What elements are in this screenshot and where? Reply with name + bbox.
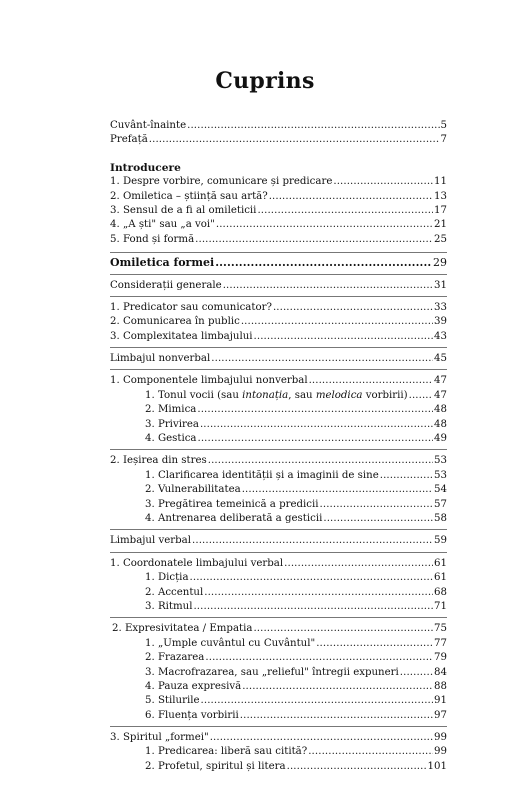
toc-entry-label: 2. Mimica: [145, 404, 197, 416]
toc-page-number: 77: [434, 637, 447, 649]
toc-entry: [110, 175, 447, 189]
toc-page-number: 101: [427, 760, 447, 772]
toc-entry-label: 3. Ritmul: [145, 600, 193, 612]
dot-leader: [190, 571, 434, 585]
toc-section: [110, 454, 447, 468]
toc-entry-label: Cuvânt-înainte: [110, 120, 187, 131]
toc-page-number: 17: [434, 204, 447, 216]
toc-page-number: 5: [440, 120, 447, 131]
toc-subentry: [110, 637, 447, 651]
toc-subentry: [110, 469, 447, 483]
dot-leader: [309, 374, 433, 388]
toc-entry: [110, 301, 447, 315]
toc-page-number: 43: [434, 330, 447, 342]
toc-entry-label: 1. Clarificarea identității și a imaginii de sine: [145, 469, 379, 481]
dot-leader: [193, 600, 433, 614]
toc-entry-label: Omiletica formei: [110, 256, 215, 270]
dot-leader: [198, 432, 434, 446]
toc-subentry: [110, 483, 447, 497]
toc-page-number: 11: [434, 176, 447, 188]
toc-entry-label: Considerații generale: [110, 279, 222, 291]
toc-entry-label: 2. Ieșirea din stres: [110, 455, 207, 467]
toc-entry-label: 4. Antrenarea deliberată a gesticii: [145, 512, 323, 524]
toc-page-number: 39: [434, 316, 447, 328]
toc-section: [110, 557, 447, 571]
dot-leader: [195, 233, 433, 247]
dot-leader: [242, 680, 433, 694]
toc-entry-label: 1. Componentele limbajului nonverbal: [110, 375, 308, 387]
dot-leader: [197, 403, 433, 417]
toc-entry-label: 5. Stilurile: [145, 695, 200, 707]
dot-leader: [201, 694, 434, 708]
toc-entry: [110, 204, 447, 218]
toc-subentry: [110, 432, 447, 446]
toc-section: [110, 622, 447, 636]
toc-page-number: 53: [434, 469, 447, 481]
dot-leader: [254, 330, 434, 344]
section-heading-introducere: Introducere: [110, 161, 181, 174]
toc-subentry: [110, 600, 447, 614]
toc-entry-label: 1. „Umple cuvântul cu Cuvântul": [145, 637, 316, 649]
toc-entry-label: 3. Complexitatea limbajului: [110, 330, 253, 342]
label-part: 1. Tonul vocii (sau: [145, 389, 243, 401]
toc-page-number: 57: [434, 498, 447, 510]
dot-leader: [149, 133, 440, 147]
dot-leader: [316, 637, 433, 651]
toc-entry-label: 2. Profetul, spiritul și litera: [145, 760, 286, 772]
dot-leader: [257, 204, 433, 218]
dot-leader: [320, 498, 434, 512]
toc-page-number: 45: [434, 353, 447, 365]
toc-entry: [110, 190, 447, 204]
toc-subentry: [110, 760, 447, 774]
toc-chapter-consideratii: [110, 279, 447, 293]
toc-entry: [110, 330, 447, 344]
toc-entry-label: 2. Comunicarea în public: [110, 316, 240, 328]
toc-subentry: [110, 512, 447, 526]
toc-entry-label: 3. Pregătirea temeinică a predicii: [145, 498, 319, 510]
toc-subentry: [110, 571, 447, 585]
toc-entry-label: 2. Expresivitatea / Empatia: [112, 623, 253, 635]
toc-page-number: 25: [434, 233, 447, 245]
toc-page-number: 91: [434, 695, 447, 707]
toc-page-number: 99: [434, 746, 447, 758]
toc-entry-label: 1. Predicarea: liberă sau citită?: [145, 746, 308, 758]
toc-page-number: 71: [434, 600, 447, 612]
toc-entry-label: 1. Predicator sau comunicator?: [110, 301, 272, 313]
toc-section: [110, 374, 447, 388]
toc-page-number: 47: [434, 375, 447, 387]
toc-entry: [110, 218, 447, 232]
toc-section: [110, 731, 447, 745]
toc-page-number: 68: [434, 586, 447, 598]
toc-page-number: 13: [434, 190, 447, 202]
toc-entry-label: Limbajul verbal: [110, 535, 192, 547]
toc-page-number: 31: [434, 279, 447, 291]
toc-page-number: 54: [434, 484, 447, 496]
toc-page-number: 53: [434, 455, 447, 467]
toc-entry-label: 1. Coordonatele limbajului verbal: [110, 557, 284, 569]
dot-leader: [269, 190, 433, 204]
toc-entry: [110, 233, 447, 247]
toc-entry-cuvant-inainte: [110, 119, 447, 133]
dot-leader: [241, 315, 433, 329]
toc-page-number: 59: [434, 535, 447, 547]
toc-entry-label: 2. Accentul: [145, 586, 204, 598]
label-italic: intonația: [242, 389, 289, 401]
dot-leader: [215, 256, 432, 270]
toc-entry-label: 6. Fluența vorbirii: [145, 709, 239, 721]
toc-entry-prefata: [110, 133, 447, 147]
toc-part-omiletica-formei: [110, 256, 447, 270]
toc-entry: [110, 315, 447, 329]
dot-leader: [380, 469, 433, 483]
table-of-contents: [110, 119, 447, 774]
toc-subentry: [110, 694, 447, 708]
toc-entry-label: 1. Dicția: [145, 572, 189, 584]
toc-subentry: [110, 586, 447, 600]
toc-entry-label: [145, 389, 408, 403]
toc-entry-label: 3. Sensul de a fi al omileticii: [110, 204, 257, 216]
toc-page-number: 88: [434, 680, 447, 692]
dot-leader: [400, 666, 433, 680]
toc-subentry: [110, 403, 447, 417]
toc-entry-label: Prefață: [110, 134, 148, 146]
dot-leader: [240, 709, 433, 723]
toc-entry-label: Limbajul nonverbal: [110, 353, 211, 365]
dot-leader: [287, 760, 427, 774]
toc-entry-label: 4. „A ști" sau „a voi": [110, 219, 215, 231]
dot-leader: [242, 483, 433, 497]
toc-entry-label: 3. Privirea: [145, 418, 199, 430]
dot-leader: [187, 119, 439, 133]
dot-leader: [211, 352, 433, 366]
toc-subentry: [110, 651, 447, 665]
toc-page-number: 33: [434, 301, 447, 313]
dot-leader: [208, 454, 433, 468]
toc-entry-label: 3. Macrofrazarea, sau „relieful" întregii expuneri: [145, 666, 399, 678]
toc-entry-label: 2. Vulnerabilitatea: [145, 484, 241, 496]
toc-page-number: 75: [434, 623, 447, 635]
dot-leader: [308, 745, 433, 759]
toc-entry-label: 2. Omiletica – știință sau artă?: [110, 190, 268, 202]
toc-entry-label: 4. Gestica: [145, 433, 197, 445]
dot-leader: [223, 279, 433, 293]
toc-subentry: [110, 498, 447, 512]
toc-entry-label: 1. Despre vorbire, comunicare și predicare: [110, 176, 333, 188]
toc-page-number: 58: [434, 512, 447, 524]
toc-page-number: 48: [434, 418, 447, 430]
toc-page-number: 7: [440, 134, 447, 146]
label-part: , sau: [288, 389, 316, 401]
toc-subentry: [110, 709, 447, 723]
toc-subentry: [110, 389, 447, 403]
toc-page-number: 61: [434, 572, 447, 584]
toc-entry-label: 4. Pauza expresivă: [145, 680, 242, 692]
toc-chapter-nonverbal: [110, 352, 447, 366]
toc-page-number: 84: [434, 666, 447, 678]
page-title: Cuprins: [215, 68, 315, 94]
dot-leader: [210, 731, 433, 745]
label-part: vorbirii): [362, 389, 408, 401]
toc-page-number: 48: [434, 404, 447, 416]
toc-subentry: [110, 680, 447, 694]
toc-entry-label: 2. Frazarea: [145, 652, 205, 664]
dot-leader: [205, 651, 433, 665]
toc-page-number: 47: [434, 389, 447, 401]
toc-entry-label: 3. Spiritul „formei": [110, 732, 209, 744]
toc-page-number: 21: [434, 219, 447, 231]
toc-page-number: 61: [434, 557, 447, 569]
dot-leader: [216, 218, 433, 232]
dot-leader: [192, 534, 433, 548]
toc-page-number: 29: [433, 256, 447, 270]
toc-page-number: 99: [434, 732, 447, 744]
toc-chapter-verbal: [110, 534, 447, 548]
dot-leader: [333, 175, 433, 189]
toc-subentry: [110, 745, 447, 759]
dot-leader: [204, 586, 433, 600]
dot-leader: [409, 389, 433, 403]
label-italic: melodica: [315, 389, 363, 401]
toc-page-number: 49: [434, 433, 447, 445]
dot-leader: [253, 622, 433, 636]
dot-leader: [273, 301, 433, 315]
dot-leader: [284, 557, 433, 571]
toc-subentry: [110, 666, 447, 680]
toc-subentry: [110, 418, 447, 432]
toc-page-number: 79: [434, 652, 447, 664]
dot-leader: [200, 418, 433, 432]
toc-entry-label: 5. Fond și formă: [110, 233, 195, 245]
toc-page-number: 97: [434, 709, 447, 721]
dot-leader: [323, 512, 433, 526]
